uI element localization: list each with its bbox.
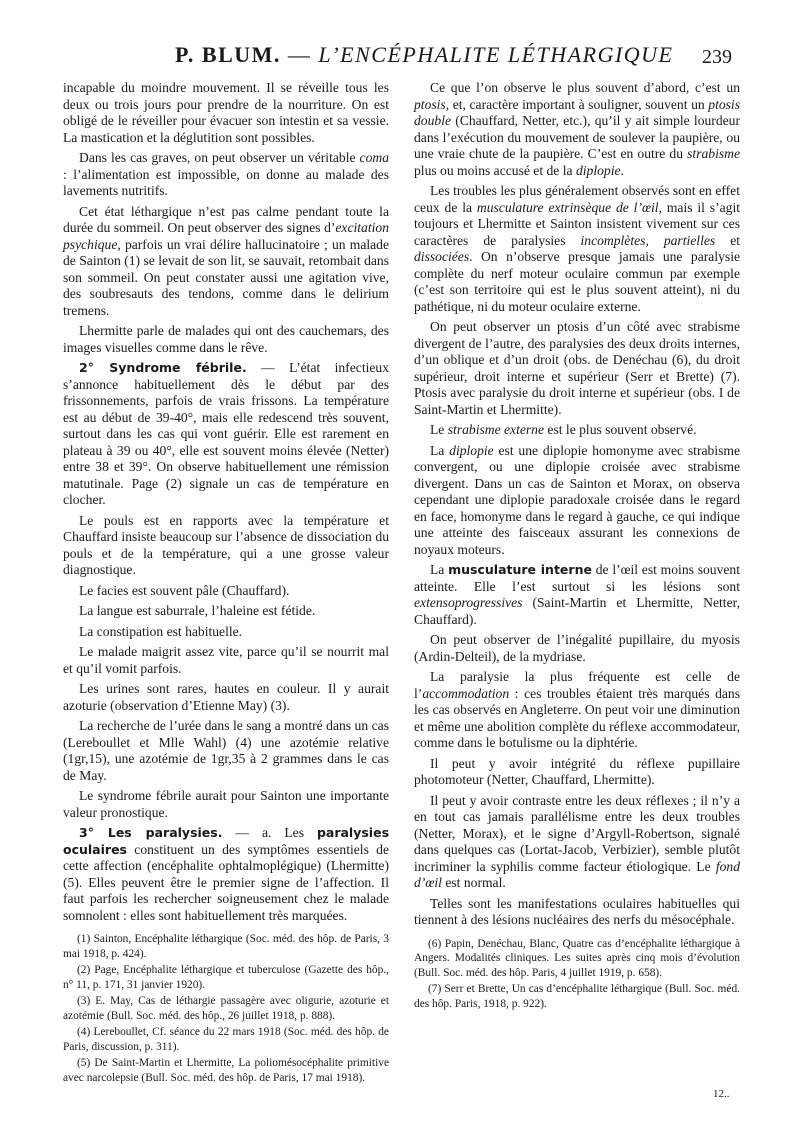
paragraph: Le malade maigrit assez vite, parce qu’il se nourrit mal et qu’il vomit parfois. bbox=[63, 644, 389, 676]
section-heading: 3° Les paralysies. bbox=[79, 825, 223, 840]
paragraph: On peut observer un ptosis d’un côté avec strabisme divergent de l’autre, des paralysies des deux droits internes, d’un oblique et d’un droit (obs. de Denéchau (6), du droit supérieur, droit interne et supérieur (Serr et Brette) (7). Ptosis avec paralysie du droit interne et supérieur (obs. I de Saint-Martin et Lhermitte). bbox=[414, 319, 740, 417]
paragraph: 2° Syndrome fébrile. — L’état infectieux s’annonce habituellement dès le début par des frissonnements, parfois de vrais frissons. La température est au début de 39-40°, mais elle redescend très souvent, surtout dans les cas qui vont guérir. Elle est rarement en plateau à 39 ou 40°, elle est souvent moins élevée (Netter) entre 38 et 39°. On observe habituellement une rémission matutinale. Page (2) signale un cas de température en clocher. bbox=[63, 360, 389, 507]
paragraph: Le pouls est en rapports avec la température et Chauffard insiste beaucoup sur l’absence de dissociation du pouls et de la température, qui a une grosse valeur diagnostique. bbox=[63, 512, 389, 577]
left-column bbox=[63, 80, 389, 1087]
paragraph: La diplopie est une diplopie homonyme avec strabisme convergent, ou une diplopie croisée avec strabisme divergent. Dans un cas de Sainton et Morax, on observa cependant une diplopie paradoxale croisée dans le regard en face, homonyme dans le regard à gauche, ce qui indique une atteinte des faisceaux assurant les connexions de noyaux moteurs. bbox=[414, 442, 740, 557]
footnote: (5) De Saint-Martin et Lhermitte, La poliomésocéphalite primitive avec narcolepsie (Bull. Soc. méd. des hôp. de Paris, 17 mai 1918). bbox=[63, 1057, 389, 1084]
footnote: (6) Papin, Denéchau, Blanc, Quatre cas d’encéphalite léthargique à Angers. Modalités cliniques. Les suites après cinq mois d’évolution (Bull. Soc. méd. des hôp. Paris, 4 juillet 1919, p. 658). bbox=[414, 937, 740, 979]
paragraph: incapable du moindre mouvement. Il se réveille tous les deux ou trois jours pour prendre de la nourriture. On est obligé de le réveiller pour évacuer son intestin et sa vessie. La mastication et la déglutition sont possibles. bbox=[63, 80, 389, 145]
author-name: P. BLUM. bbox=[175, 42, 281, 67]
paragraph: Le strabisme externe est le plus souvent observé. bbox=[430, 422, 697, 437]
paragraph: Dans les cas graves, on peut observer un véritable coma : l’alimentation est impossible, on donne au malade des lavements nutritifs. bbox=[63, 150, 389, 198]
paragraph: 3° Les paralysies. — a. Les paralysies oculaires constituent un des symptômes essentiels de cette affection (encéphalite ophtalmoplégique) (Lhermitte) (5). Elles peuvent être le premier signe de l’affection. Il faut parfois les rechercher soigneusement chez le malade somnolent : elles sont habituellement très marquées. bbox=[63, 825, 390, 923]
footnote: (7) Serr et Brette, Un cas d’encéphalite léthargique (Bull. Soc. méd. des hôp. Paris, 1918, p. 922). bbox=[414, 983, 740, 1010]
title-dash: — bbox=[280, 42, 319, 67]
paragraph: On peut observer de l’inégalité pupillaire, du myosis (Ardin-Delteil), de la mydriase. bbox=[414, 632, 740, 664]
right-column bbox=[414, 80, 740, 1013]
running-header bbox=[0, 42, 800, 82]
paragraph: Ce que l’on observe le plus souvent d’abord, c’est un ptosis, et, caractère important à souligner, souvent un ptosis double (Chauffard, Netter, etc.), qu’il y ait simple lourdeur dans l’exécution du mouvement de soulever la paupière, ou une vraie chute de la paupière. C’est en outre du strabisme plus ou moins accusé et de la diplopie. bbox=[414, 80, 740, 178]
paragraph: Il peut y avoir intégrité du réflexe pupillaire photomoteur (Netter, Chauffard, Lhermitte). bbox=[414, 755, 740, 787]
paragraph: Les troubles les plus généralement observés sont en effet ceux de la musculature extrinsèque de l’œil, mais il s’agit toujours et Lhermitte et Sainton insistent vivement sur ces caractères de paralysies incomplètes, partielles et dissociées. On n’observe presque jamais une paralysie complète du nerf moteur oculaire commun par exemple (c’est son territoire qui est le plus souvent atteint), ni du pathétique, ni du moteur oculaire externe. bbox=[414, 183, 741, 314]
paragraph: Telles sont les manifestations oculaires habituelles qui tiennent à des lésions nucléaires des nerfs du mésocéphale. bbox=[414, 895, 740, 927]
paragraph: La constipation est habituelle. bbox=[79, 623, 243, 639]
paragraph: Le syndrome fébrile aurait pour Sainton une importante valeur pronostique. bbox=[63, 788, 389, 820]
paragraph: Les urines sont rares, hautes en couleur. Il y aurait azoturie (observation d’Etienne May) (3). bbox=[63, 681, 389, 713]
paragraph: Il peut y avoir contraste entre les deux réflexes ; il n’y a en tout cas jamais parallélisme entre les deux troubles (Netter, Morax), et le signe d’Argyll-Robertson, signalé dans quelques cas (Lortat-Jacob, Verbizier), semble plutôt incriminer la syphilis comme facteur étiologique. Le fond d’œil est normal. bbox=[414, 792, 740, 890]
paragraph: Le facies est souvent pâle (Chauffard). bbox=[79, 582, 290, 598]
running-title bbox=[175, 42, 674, 68]
paragraph: Cet état léthargique n’est pas calme pendant toute la durée du sommeil. On peut observer des signes d’excitation psychique, parfois un vrai délire hallucinatoire ; un malade de Sainton (1) se levait de son lit, se sauvait, retombait dans son sommeil. On peut constater aussi une agitation vive, des soubresauts des tendons, comme dans le delirium tremens. bbox=[63, 203, 389, 318]
page-number: 239 bbox=[702, 46, 732, 68]
footnote: (4) Lereboullet, Cf. séance du 22 mars 1918 (Soc. méd. des hôp. de Paris, discussion, p. 311). bbox=[63, 1026, 389, 1053]
printer-signature: 12.. bbox=[713, 1088, 730, 1100]
article-title: L’ENCÉPHALITE LÉTHARGIQUE bbox=[318, 42, 674, 67]
paragraph: Lhermitte parle de malades qui ont des cauchemars, des images visuelles comme dans le rêve. bbox=[63, 323, 389, 355]
footnotes-right bbox=[414, 937, 740, 1012]
paragraph: La paralysie la plus fréquente est celle de l’accommodation : ces troubles étaient très marqués dans les cas observés en Angleterre. On peut voir une diminution et même une abolition complète du réflexe accommodateur, comme dans le botulisme ou la diphtérie. bbox=[414, 669, 740, 750]
footnote: (2) Page, Encéphalite léthargique et tuberculose (Gazette des hôp., n° 11, p. 171, 31 janvier 1920). bbox=[63, 964, 389, 991]
footnote: (1) Sainton, Encéphalite léthargique (Soc. méd. des hôp. de Paris, 3 mai 1918, p. 424). bbox=[63, 933, 389, 960]
footnote: (3) E. May, Cas de léthargie passagère avec oligurie, azoturie et azotémie (Bull. Soc. méd. des hôp., 26 juillet 1918, p. 888). bbox=[63, 995, 389, 1022]
paragraph: La musculature interne de l’œil est moins souvent atteinte. Elle l’est surtout si les lésions sont extensoprogressives (Saint-Martin et Lhermitte, Netter, Chauffard). bbox=[414, 562, 740, 627]
paragraph: La recherche de l’urée dans le sang a montré dans un cas (Lereboullet et Mlle Wahl) (4) une azotémie relative (1gr,15), une azotémie de 1gr,35 à 2 grammes dans le cas de May. bbox=[63, 718, 389, 783]
section-heading: 2° Syndrome fébrile. bbox=[79, 360, 247, 375]
footnotes-left bbox=[63, 932, 389, 1085]
paragraph: La langue est saburrale, l’haleine est fétide. bbox=[79, 603, 316, 618]
